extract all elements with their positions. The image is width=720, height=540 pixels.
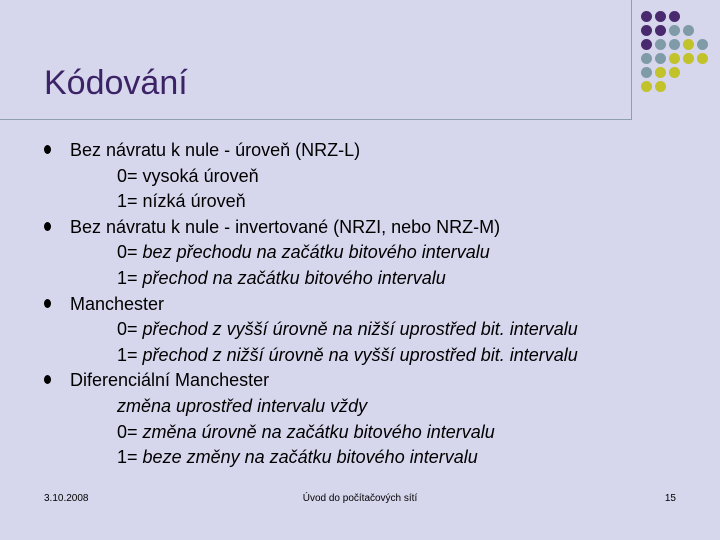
slide-title: Kódování [44,64,188,102]
list-item-detail [70,164,700,190]
decorative-dot [683,25,694,36]
decorative-dot [655,25,666,36]
list-item [44,292,700,369]
title-divider [0,119,632,120]
list-item [44,138,700,215]
detail-text: beze změny na začátku bitového intervalu [142,447,478,468]
list-item-detail [70,394,700,420]
footer-title: Úvod do počítačových sítí [302,493,418,504]
detail-value-prefix: 0= [117,165,138,186]
list-item-heading: Manchester [70,293,165,314]
list-item-detail [70,189,700,215]
detail-text: změna uprostřed intervalu vždy [117,395,368,416]
decorative-dot [641,81,652,92]
detail-text: změna úrovně na začátku bitového intervalu [142,421,495,442]
list-item-detail [70,420,700,446]
decorative-dot [641,67,652,78]
detail-value-prefix: 1= [117,344,138,365]
list-item-detail [70,445,700,471]
detail-text: vysoká úroveň [142,165,259,186]
list-item [44,215,700,292]
decorative-dot [655,81,666,92]
decorative-dot [655,11,666,22]
detail-value-prefix: 1= [117,447,138,468]
detail-value-prefix: 0= [117,319,138,340]
decorative-dot [669,53,680,64]
decorative-dot [641,25,652,36]
detail-text: bez přechodu na začátku bitového intervalu [142,242,490,263]
decorative-dot [641,11,652,22]
decorative-dot [641,39,652,50]
list-item-heading: Bez návratu k nule - úroveň (NRZ-L) [70,140,361,160]
decorative-dot [655,67,666,78]
decorative-dot [669,11,680,22]
list-item-detail [70,240,700,266]
detail-value-prefix: 1= [117,267,138,288]
list-item-detail [70,343,700,369]
list-item [44,368,700,470]
decorative-dot-grid [641,11,711,106]
decorative-dot [669,67,680,78]
footer-date: 3.10.2008 [44,493,89,504]
decorative-dot [697,53,708,64]
detail-value-prefix: 0= [117,421,138,442]
list-item-detail [70,266,700,292]
detail-value-prefix: 1= [117,191,138,212]
detail-text: přechod z nižší úrovně na vyšší uprostřed bit. intervalu [142,344,578,365]
bullet-icon [44,145,51,154]
detail-text: přechod na začátku bitového intervalu [142,267,446,288]
detail-text: nízká úroveň [142,191,246,212]
list-item-heading: Bez návratu k nule - invertované (NRZI, nebo NRZ-M) [70,216,501,237]
list-item-detail [70,317,700,343]
decorative-dot [655,53,666,64]
corner-divider [631,0,632,120]
decorative-dot [683,53,694,64]
detail-text: přechod z vyšší úrovně na nižší uprostřed bit. intervalu [142,319,578,340]
bullet-icon [44,222,51,231]
decorative-dot [641,53,652,64]
decorative-dot [683,39,694,50]
decorative-dot [655,39,666,50]
detail-value-prefix: 0= [117,242,138,263]
decorative-dot [697,39,708,50]
page-number: 15 [664,493,676,504]
bullet-icon [44,299,51,308]
list-item-heading: Diferenciální Manchester [70,370,270,391]
bullet-list [44,138,700,471]
decorative-dot [669,25,680,36]
decorative-dot [669,39,680,50]
bullet-icon [44,375,51,384]
